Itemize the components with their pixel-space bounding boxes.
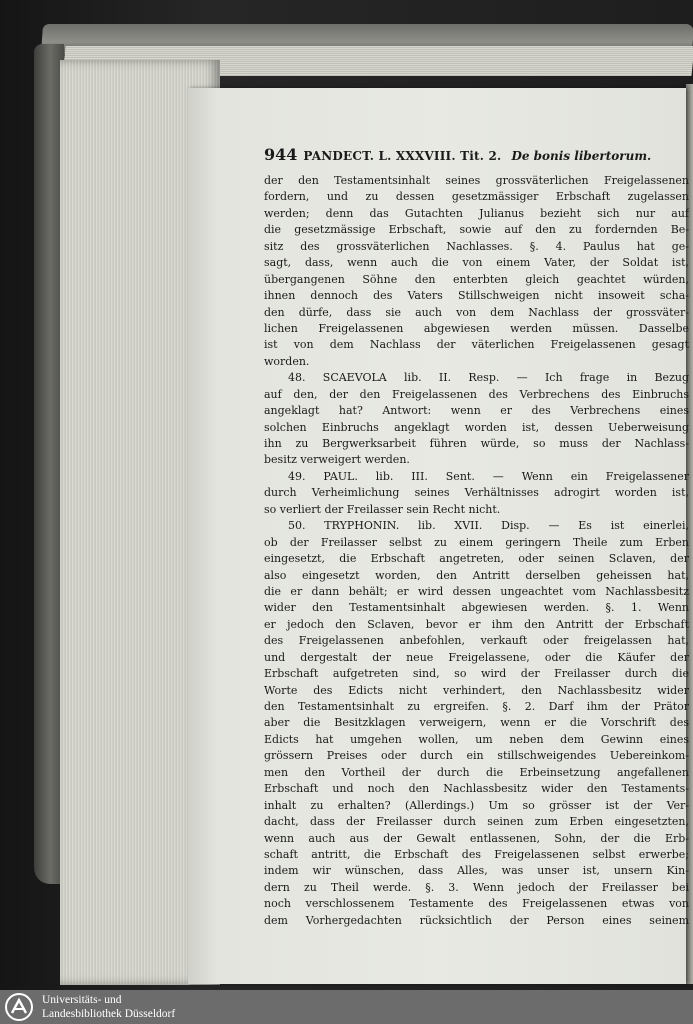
text-line: ihnen dennoch des Vaters Stillschweigen nicht insoweit scha- — [264, 289, 689, 303]
library-footer — [0, 990, 693, 1024]
text-line: übergangenen Söhne den enterbten gleich geachtet würden, — [264, 272, 689, 286]
text-line: 49. PAUL. lib. III. Sent. — Wenn ein Freigelassener — [288, 469, 689, 483]
text-line: durch Verheimlichung seines Verhältnisses adrogirt worden ist, — [264, 486, 689, 500]
text-line: so verliert der Freilasser sein Recht nicht. — [264, 502, 501, 516]
text-line: indem wir wünschen, dass Alles, was unser ist, unsern Kin- — [264, 864, 689, 878]
text-line: ist von dem Nachlass der väterlichen Freigelassenen gesagt — [264, 338, 689, 352]
text-line: Worte des Edicts nicht verhindert, den Nachlassbesitz wider — [264, 683, 689, 697]
footer-line-2: Landesbibliothek Düsseldorf — [42, 1008, 176, 1020]
text-line: lichen Freigelassenen abgewiesen werden müssen. Dasselbe — [264, 321, 689, 335]
text-line: den Testamentsinhalt zu ergreifen. §. 2. Darf ihm der Prätor — [264, 700, 689, 713]
text-line: Erbschaft und noch den Nachlassbesitz wider den Testaments- — [264, 782, 689, 796]
footer-text — [42, 993, 175, 1021]
text-line: aber die Besitzklagen verweigern, wenn er die Vorschrift des — [264, 716, 689, 730]
text-line: auf den, der den Freigelassenen des Verbrechens des Einbruchs — [264, 387, 689, 401]
text-line: sitz des grossväterlichen Nachlasses. §. 4. Paulus hat ge- — [264, 239, 689, 253]
text-line: 50. TRYPHONIN. lib. XVII. Disp. — Es ist einerlei, — [288, 519, 689, 533]
text-line: ob der Freilasser selbst zu einem geringern Theile zum Erben — [264, 535, 689, 549]
text-line: den dürfe, dass sie auch von dem Nachlass der grossväter- — [264, 305, 689, 319]
text-line: fordern, und zu dessen gesetzmässiger Erbschaft zugelassen — [264, 190, 689, 204]
page-text — [264, 145, 689, 929]
header-reference: PANDECT. L. XXXVIII. Tit. 2. — [303, 149, 502, 163]
running-header — [264, 145, 689, 164]
ulb-logo-icon — [4, 992, 34, 1022]
text-line: werden; denn das Gutachten Julianus bezieht sich nur auf — [264, 206, 689, 220]
text-line: die gesetzmässige Erbschaft, sowie auf den zu fordernden Be- — [264, 223, 689, 237]
footer-line-1: Universitäts- und — [42, 994, 122, 1006]
text-line: solchen Einbruchs angeklagt worden ist, dessen Ueberweisung — [264, 420, 689, 434]
page-number: 944 — [264, 145, 298, 164]
text-line: men den Vortheil der durch die Erbeinsetzung angefallenen — [264, 765, 689, 779]
text-line: eingesetzt, die Erbschaft angetreten, oder seinen Sclaven, der — [264, 552, 689, 566]
text-line: wenn auch aus der Gewalt entlassenen, Sohn, der die Erb- — [264, 831, 689, 845]
text-line: worden. — [264, 354, 310, 368]
text-line: der den Testamentsinhalt seines grossväterlichen Freigelassenen — [264, 174, 689, 187]
text-line: 48. SCAEVOLA lib. II. Resp. — Ich frage in Bezug — [288, 371, 689, 385]
text-line: angeklagt hat? Antwort: wenn er des Verbrechens eines — [264, 404, 689, 418]
text-line: und dergestalt der neue Freigelassene, oder die Käufer der — [264, 650, 689, 664]
text-line: dern zu Theil werde. §. 3. Wenn jedoch der Freilasser bei — [264, 880, 689, 894]
text-line: also eingesetzt worden, den Antritt derselben geheissen hat, — [264, 568, 689, 582]
text-line: Erbschaft aufgetreten sind, so wird der Freilasser durch die — [264, 667, 689, 681]
text-line: grössern Preises oder durch ein stillschweigendes Uebereinkom- — [264, 749, 689, 763]
text-line: des Freigelassenen anbefohlen, verkauft oder freigelassen hat, — [264, 634, 689, 648]
text-line: Edicts hat umgehen wollen, um neben dem Gewinn eines — [264, 732, 689, 746]
text-line: besitz verweigert werden. — [264, 453, 410, 467]
text-line: er jedoch den Sclaven, bevor er ihm den Antritt der Erbschaft — [264, 617, 689, 631]
text-line: sagt, dass, wenn auch die von einem Vater, der Soldat ist, — [264, 256, 689, 270]
text-line: wider den Testamentsinhalt abgewiesen werden. §. 1. Wenn — [264, 601, 689, 615]
text-line: noch verschlossenem Testamente des Freigelassenen etwas von — [264, 897, 689, 911]
text-line: schaft antritt, die Erbschaft des Freigelassenen selbst erwerbe; — [264, 847, 689, 861]
header-title: De bonis libertorum. — [511, 149, 652, 163]
text-line: ihn zu Bergwerksarbeit führen würde, so muss der Nachlass- — [264, 437, 689, 450]
text-line: die er dann behält; er wird dessen ungeachtet vom Nachlassbesitz — [264, 584, 689, 598]
text-line: dacht, dass der Freilasser durch seinen zum Erben eingesetzten, — [264, 815, 689, 829]
text-line: inhalt zu erhalten? (Allerdings.) Um so grösser ist der Ver- — [264, 798, 689, 812]
text-line: dem Vorhergedachten rücksichtlich der Person eines seinem — [264, 913, 689, 927]
